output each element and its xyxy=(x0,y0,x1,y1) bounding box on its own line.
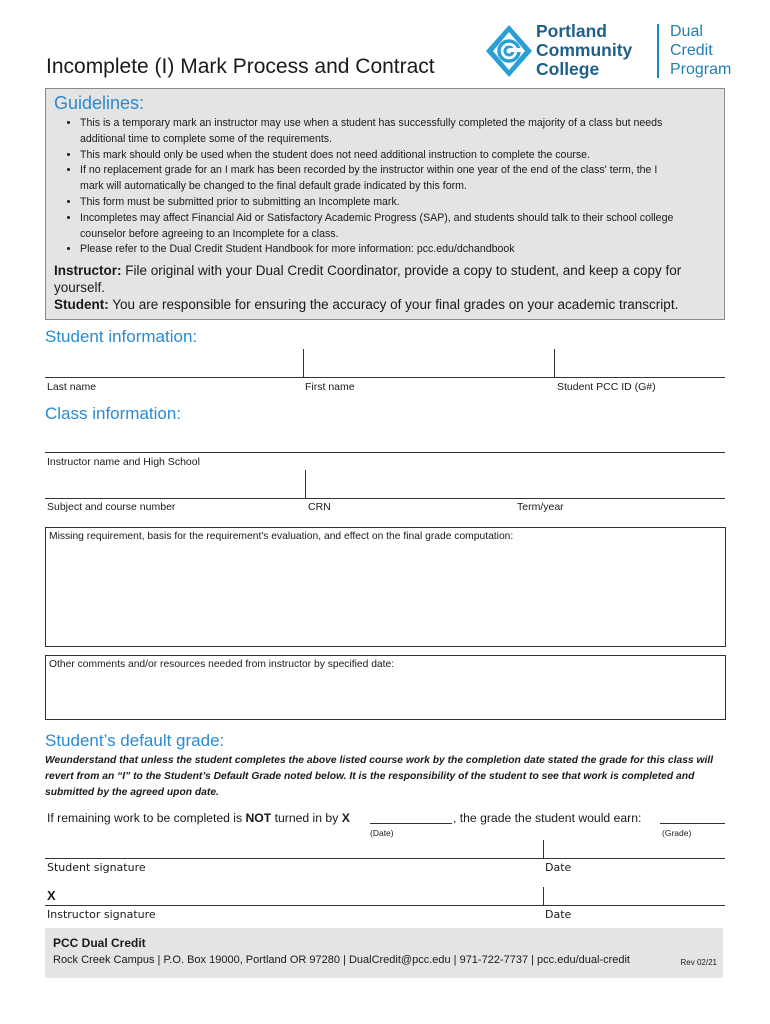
footer xyxy=(45,928,723,978)
student-info-line[interactable] xyxy=(45,377,725,378)
sentence-part: , the grade the student would earn: xyxy=(453,811,642,825)
guidelines-box xyxy=(45,88,725,320)
student-note-label: Student: xyxy=(54,297,109,312)
default-grade-heading: Student’s default grade: xyxy=(45,731,225,750)
grade-caption: (Grade) xyxy=(662,828,692,838)
student-note xyxy=(54,296,714,313)
logo-line: Program xyxy=(670,61,732,78)
logo-divider xyxy=(657,24,659,78)
logo-line: Dual xyxy=(670,23,703,40)
list-item: • Incompletes may affect Financial Aid or Satisfactory Academic Progress (SAP), and students should talk to their school college counselor before agreeing to an Incomplete for a class. xyxy=(80,211,680,243)
field-divider xyxy=(543,887,544,905)
instructor-signature-label: Instructor signature xyxy=(47,908,156,921)
date-label: Date xyxy=(545,908,572,921)
completion-sentence xyxy=(47,811,350,825)
logo-line: Community xyxy=(536,40,633,60)
dual-credit-wordmark xyxy=(670,22,731,79)
logo-line: Portland xyxy=(536,21,607,41)
student-info-heading: Student information: xyxy=(45,327,198,346)
class-info-heading: Class information: xyxy=(45,404,182,423)
last-name-label: Last name xyxy=(47,381,97,393)
responsibility-note xyxy=(54,262,714,313)
sentence-x: X xyxy=(341,811,350,825)
footer-address: Rock Creek Campus | P.O. Box 19000, Portland OR 97280 | DualCredit@pcc.edu | 971-722-7737 | pcc.edu/dual-credit xyxy=(53,954,630,966)
logo-line: College xyxy=(536,59,600,79)
field-divider xyxy=(305,470,306,498)
list-item: • Please refer to the Dual Credit Student Handbook for more information: pcc.edu/dchandbook xyxy=(80,242,680,258)
sentence-part: turned in by xyxy=(271,811,342,825)
student-signature-line[interactable] xyxy=(45,858,725,859)
list-item: • If no replacement grade for an I mark has been recorded by the instructor within one year of the end of the class' term, the I mark will automatically be changed to the final default grade indicated by this form. xyxy=(80,163,680,195)
subject-label: Subject and course number xyxy=(47,501,176,513)
other-comments-label: Other comments and/or resources needed from instructor by specified date: xyxy=(49,659,395,670)
pcc-logo xyxy=(485,22,740,80)
guidelines-list xyxy=(80,116,680,258)
field-divider xyxy=(303,349,304,377)
logo-line: Credit xyxy=(670,42,713,59)
missing-requirement-box[interactable] xyxy=(45,527,726,647)
instructor-note xyxy=(54,262,714,296)
instructor-field-line[interactable] xyxy=(45,452,725,453)
student-id-label: Student PCC ID (G#) xyxy=(557,381,656,393)
default-grade-field[interactable] xyxy=(660,823,725,824)
field-divider xyxy=(554,349,555,377)
instructor-note-label: Instructor: xyxy=(54,263,122,278)
student-signature-label: Student signature xyxy=(47,861,146,874)
agreement-paragraph: Weunderstand that unless the student completes the above listed course work by the completion date stated the grade for this class will revert from an “I” to the Student’s Default Grade noted below. It is the responsibility of the student to see that work is completed and submitted by the agreed upon date. xyxy=(45,755,714,798)
crn-label: CRN xyxy=(308,501,331,513)
footer-org: PCC Dual Credit xyxy=(53,936,146,950)
logo-wordmark xyxy=(536,22,632,79)
list-item: • This mark should only be used when the student does not need additional instruction to complete the course. xyxy=(80,148,680,164)
sentence-not: NOT xyxy=(245,811,272,825)
page-title: Incomplete (I) Mark Process and Contract xyxy=(46,55,435,78)
signature-x-mark: X xyxy=(47,888,56,903)
instructor-signature-line[interactable] xyxy=(45,905,725,906)
instructor-label: Instructor name and High School xyxy=(47,456,200,468)
completion-date-field[interactable] xyxy=(370,823,452,824)
date-label: Date xyxy=(545,861,572,874)
missing-requirement-label: Missing requirement, basis for the requirement's evaluation, and effect on the final grade computation: xyxy=(49,531,514,542)
student-note-text: You are responsible for ensuring the accuracy of your final grades on your academic transcript. xyxy=(108,297,679,312)
course-field-line[interactable] xyxy=(45,498,725,499)
instructor-note-text: File original with your Dual Credit Coordinator, provide a copy to student, and keep a copy for yourself. xyxy=(54,263,682,295)
pcc-swirl-icon xyxy=(485,24,533,78)
term-label: Term/year xyxy=(517,501,564,513)
date-caption: (Date) xyxy=(370,828,394,838)
guidelines-heading: Guidelines: xyxy=(54,93,145,113)
first-name-label: First name xyxy=(305,381,355,393)
sentence-part: If remaining work to be completed is xyxy=(47,811,246,825)
revision-label: Rev 02/21 xyxy=(680,958,717,967)
field-divider xyxy=(543,840,544,858)
list-item: • This is a temporary mark an instructor may use when a student has successfully completed the majority of a class but needs additional time to complete some of the requirements. xyxy=(80,116,680,148)
list-item: • This form must be submitted prior to submitting an Incomplete mark. xyxy=(80,195,680,211)
other-comments-box[interactable] xyxy=(45,655,726,720)
